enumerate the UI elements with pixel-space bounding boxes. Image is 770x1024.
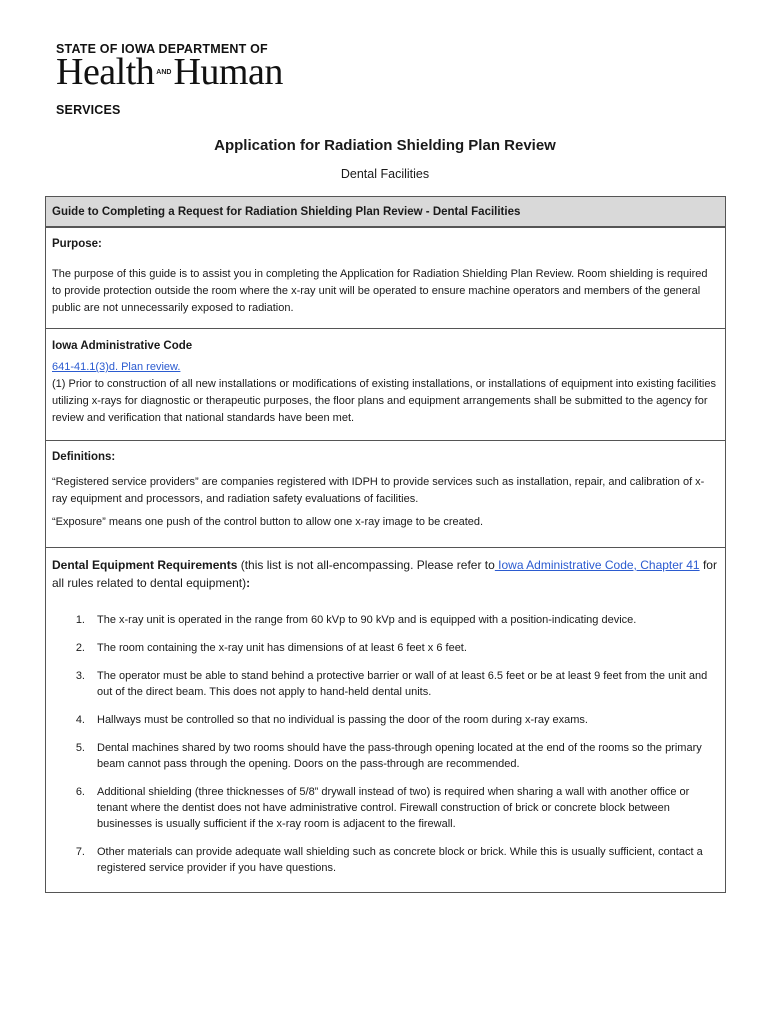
purpose-heading: Purpose: — [52, 238, 102, 250]
iac-rule-text: (1) Prior to construction of all new installations or modifications of existing installations, or installations of equipment into existing facilities utilizing x-rays for diagnostic or therapeutic purposes, the floor plans and equipment arrangements shall be submitted to the agency for review and verification that national standards have been met. — [52, 378, 716, 424]
definition-exposure: “Exposure” means one push of the control button to allow one x-ray image to be created. — [52, 516, 484, 528]
item-number: 6. — [75, 786, 85, 798]
requirement-item — [52, 712, 719, 728]
item-number: 2. — [75, 642, 85, 654]
logo-main-line — [56, 51, 326, 101]
requirement-item — [52, 640, 719, 656]
item-text: Hallways must be controlled so that no individual is passing the door of the room during x-ray exams. — [97, 714, 588, 726]
logo-word-health: Health — [56, 51, 155, 93]
purpose-text: The purpose of this guide is to assist you in completing the Application for Radiation Shielding Plan Review. Room shielding is required to provide protection outside the room where the x-ray unit will be operated to ensure machine operators and members of the general public are not unnecessarily exposed to radiation. — [52, 268, 708, 314]
item-text: Dental machines shared by two rooms should have the pass-through opening located at the end of the rooms so the primary beam cannot pass through the opening. Doors on the pass-through are recommended. — [97, 742, 702, 770]
requirement-item — [52, 612, 719, 628]
requirements-intro-end: for all rules related to dental equipment) — [52, 558, 717, 590]
logo-services-line: SERVICES — [56, 103, 121, 117]
requirements-intro-text: (this list is not all-encompassing. Please refer to — [237, 558, 495, 572]
requirements-list — [52, 612, 719, 876]
logo-word-human: Human — [173, 51, 283, 93]
requirement-item — [52, 844, 719, 876]
document-subtitle: Dental Facilities — [340, 167, 430, 181]
item-number: 1. — [75, 614, 85, 626]
requirement-item — [52, 784, 719, 832]
definition-service-providers: “Registered service providers” are companies registered with IDPH to provide services such as installation, repair, and calibration of x-ray equipment and processors, and radiation safety evaluations of facilities. — [52, 476, 705, 505]
guide-table — [45, 196, 726, 893]
requirements-heading: Dental Equipment Requirements — [52, 558, 238, 572]
item-number: 7. — [75, 846, 85, 858]
item-text: The operator must be able to stand behind a protective barrier or wall of at least 6.5 feet or be at least 9 feet from the unit and out of the direct beam. This does not apply to hand-held dental units. — [97, 670, 708, 698]
logo-word-and: AND — [156, 69, 172, 76]
definitions-heading: Definitions: — [52, 451, 116, 463]
plan-review-rule-link[interactable]: 641-41.1(3)d. Plan review. — [52, 361, 181, 373]
document-title: Application for Radiation Shielding Plan Review — [214, 137, 556, 154]
purpose-section — [46, 228, 725, 329]
agency-logo — [56, 42, 326, 117]
logo-state-line: STATE OF IOWA DEPARTMENT OF — [56, 42, 268, 56]
item-number: 3. — [75, 670, 85, 682]
definitions-section — [46, 441, 725, 548]
item-text: The x-ray unit is operated in the range from 60 kVp to 90 kVp and is equipped with a position-indicating device. — [97, 614, 637, 626]
item-number: 4. — [75, 714, 85, 726]
requirement-item — [52, 740, 719, 772]
guide-header: Guide to Completing a Request for Radiation Shielding Plan Review - Dental Facilities — [46, 197, 725, 228]
item-text: Other materials can provide adequate wall shielding such as concrete block or brick. While this is usually sufficient, contact a registered service provider if you have questions. — [97, 846, 703, 874]
requirements-intro — [52, 556, 719, 592]
requirements-section — [46, 548, 725, 892]
iac-section — [46, 329, 725, 441]
item-text: The room containing the x-ray unit has dimensions of at least 6 feet x 6 feet. — [97, 642, 467, 654]
item-text: Additional shielding (three thicknesses of 5/8” drywall instead of two) is required when sharing a wall with another office or tenant where the dentist does not have administrative control. Firewall construction of brick or concrete block between businesses is usually sufficient if the x-ray room is adjacent to the firewall. — [97, 786, 690, 830]
item-number: 5. — [75, 742, 85, 754]
requirements-colon: : — [246, 576, 251, 590]
iac-chapter-41-link[interactable]: Iowa Administrative Code, Chapter 41 — [494, 558, 700, 572]
requirement-item — [52, 668, 719, 700]
iac-heading: Iowa Administrative Code — [52, 340, 193, 352]
